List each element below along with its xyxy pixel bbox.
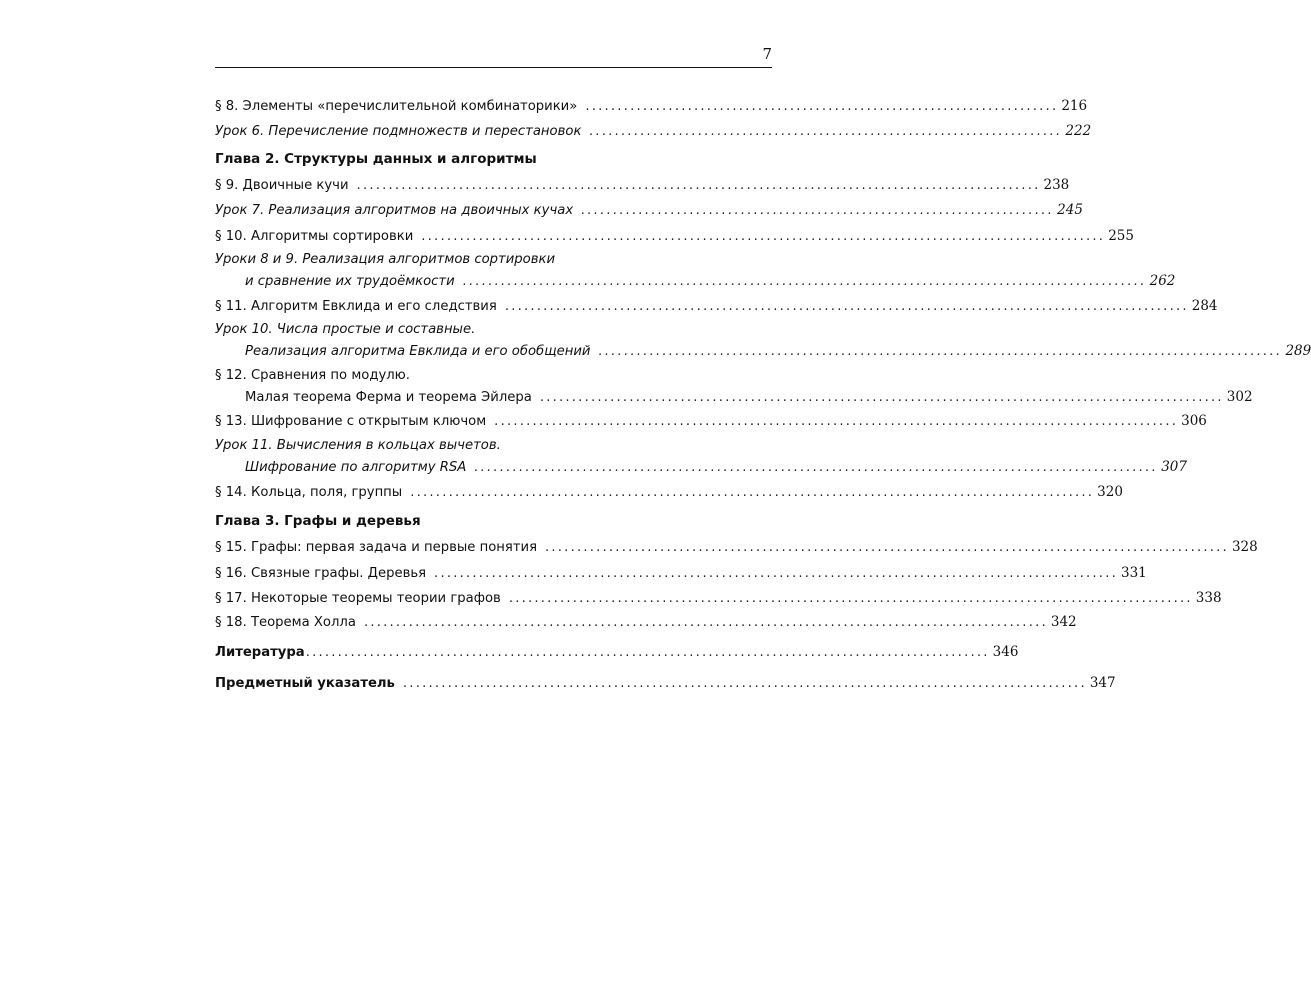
header-rule	[215, 67, 772, 68]
toc-entry-title-line2: Реализация алгоритма Евклида и его обобщений	[245, 344, 591, 359]
toc-entry-lesson-7[interactable]	[215, 202, 1083, 219]
toc-entry-page: 328	[1231, 539, 1258, 555]
toc-entry-title-line1: Урок 11. Вычисления в кольцах вычетов.	[215, 438, 501, 453]
toc-entry-page: 302	[1226, 389, 1253, 405]
leader-dots: ...........................................................................................................	[504, 299, 1189, 314]
toc-entry-literature[interactable]	[215, 644, 1019, 661]
leader-dots: ...........................................................................................................	[598, 344, 1283, 359]
toc-entry-page: 255	[1108, 228, 1134, 244]
leader-dots: ...........................................................................................................	[421, 229, 1106, 244]
toc-entry-title-line1: § 12. Сравнения по модулю.	[215, 368, 410, 383]
leader-dots: ...........................................................................................................	[545, 540, 1229, 555]
toc-entry-section-14[interactable]	[215, 484, 1123, 501]
toc-entry-title: § 8. Элементы «перечислительной комбинаторики»	[215, 99, 578, 114]
toc-entry-page: 262	[1149, 273, 1176, 289]
leader-dots: ...........................................................................................................	[434, 566, 1118, 581]
toc-entry-title: § 17. Некоторые теоремы теории графов	[215, 591, 501, 606]
leader-dots: ...........................................................................................................	[474, 460, 1159, 475]
leader-dots: ..........................................................................	[581, 203, 1055, 218]
toc-entry-title: § 14. Кольца, поля, группы	[215, 485, 403, 500]
leader-dots: ..........................................................................	[585, 99, 1059, 114]
leader-dots: ...........................................................................................................	[305, 645, 990, 660]
leader-dots: ...........................................................................................................	[402, 676, 1087, 691]
toc-entry-title: Урок 6. Перечисление подмножеств и перестановок	[215, 124, 582, 139]
toc-entry-title-line2: Малая теорема Ферма и теорема Эйлера	[245, 390, 532, 405]
toc-entry-title: § 11. Алгоритм Евклида и его следствия	[215, 299, 497, 314]
toc-entry-title-line1: Уроки 8 и 9. Реализация алгоритмов сортировки	[215, 252, 556, 267]
leader-dots: ...........................................................................................................	[462, 274, 1147, 289]
toc-entry-page: 306	[1181, 413, 1207, 429]
toc-entry-lesson-10[interactable]	[215, 322, 1311, 360]
toc-entry-title-line1: Урок 10. Числа простые и составные.	[215, 322, 476, 337]
toc-entry-page: 216	[1061, 98, 1088, 114]
toc-entry-title: § 18. Теорема Холла	[215, 615, 356, 630]
toc-entry-subject-index[interactable]	[215, 675, 1116, 692]
leader-dots: ...........................................................................................................	[356, 178, 1041, 193]
page-number: 7	[762, 45, 772, 63]
leader-dots: ...........................................................................................................	[508, 591, 1193, 606]
toc-entry-section-18[interactable]	[215, 614, 1077, 631]
toc-entry-page: 284	[1191, 298, 1218, 314]
toc-entry-section-9[interactable]	[215, 177, 1070, 194]
toc-entry-section-13[interactable]	[215, 413, 1207, 430]
chapter-3-heading: Глава 3. Графы и деревья	[215, 513, 421, 529]
toc-entry-page: 331	[1120, 565, 1147, 581]
toc-entry-page: 338	[1195, 590, 1222, 606]
toc-entry-title: § 10. Алгоритмы сортировки	[215, 229, 414, 244]
toc-entry-section-11[interactable]	[215, 298, 1218, 315]
toc-entry-title: § 13. Шифрование с открытым ключом	[215, 414, 487, 429]
toc-entry-page: 245	[1057, 202, 1083, 218]
toc-entry-lessons-8-9[interactable]	[215, 252, 1176, 290]
toc-entry-page: 342	[1050, 614, 1077, 630]
leader-dots: ...........................................................................................................	[539, 390, 1224, 405]
toc-entry-page: 307	[1161, 459, 1187, 475]
toc-entry-section-15[interactable]	[215, 539, 1258, 556]
toc-entry-title: Урок 7. Реализация алгоритмов на двоичных кучах	[215, 203, 574, 218]
toc-entry-lesson-11[interactable]	[215, 438, 1187, 476]
toc-entry-title-line2: и сравнение их трудоёмкости	[245, 274, 455, 289]
toc-entry-section-17[interactable]	[215, 590, 1222, 607]
leader-dots: ...........................................................................................................	[494, 414, 1179, 429]
toc-entry-page: 346	[992, 644, 1019, 660]
toc-entry-title: Предметный указатель	[215, 676, 395, 691]
leader-dots: ..........................................................................	[589, 124, 1063, 139]
toc-entry-section-12[interactable]	[215, 368, 1253, 406]
toc-entry-page: 222	[1065, 123, 1092, 139]
toc-entry-page: 347	[1089, 675, 1116, 691]
toc-entry-title: Литература	[215, 645, 305, 660]
toc-entry-page: 289	[1285, 343, 1311, 359]
leader-dots: ...........................................................................................................	[363, 615, 1048, 630]
toc-entry-page: 320	[1097, 484, 1123, 500]
chapter-2-heading: Глава 2. Структуры данных и алгоритмы	[215, 151, 537, 167]
toc-entry-title: § 16. Связные графы. Деревья	[215, 566, 427, 581]
toc-entry-title-line2: Шифрование по алгоритму RSA	[245, 460, 467, 475]
toc-entry-title: § 9. Двоичные кучи	[215, 178, 349, 193]
toc-entry-page: 238	[1043, 177, 1070, 193]
toc-entry-section-8[interactable]	[215, 98, 1088, 115]
toc-entry-title: § 15. Графы: первая задача и первые понятия	[215, 540, 537, 555]
toc-entry-section-10[interactable]	[215, 228, 1134, 245]
toc-entry-section-16[interactable]	[215, 565, 1147, 582]
leader-dots: ...........................................................................................................	[410, 485, 1095, 500]
toc-entry-lesson-6[interactable]	[215, 123, 1092, 140]
